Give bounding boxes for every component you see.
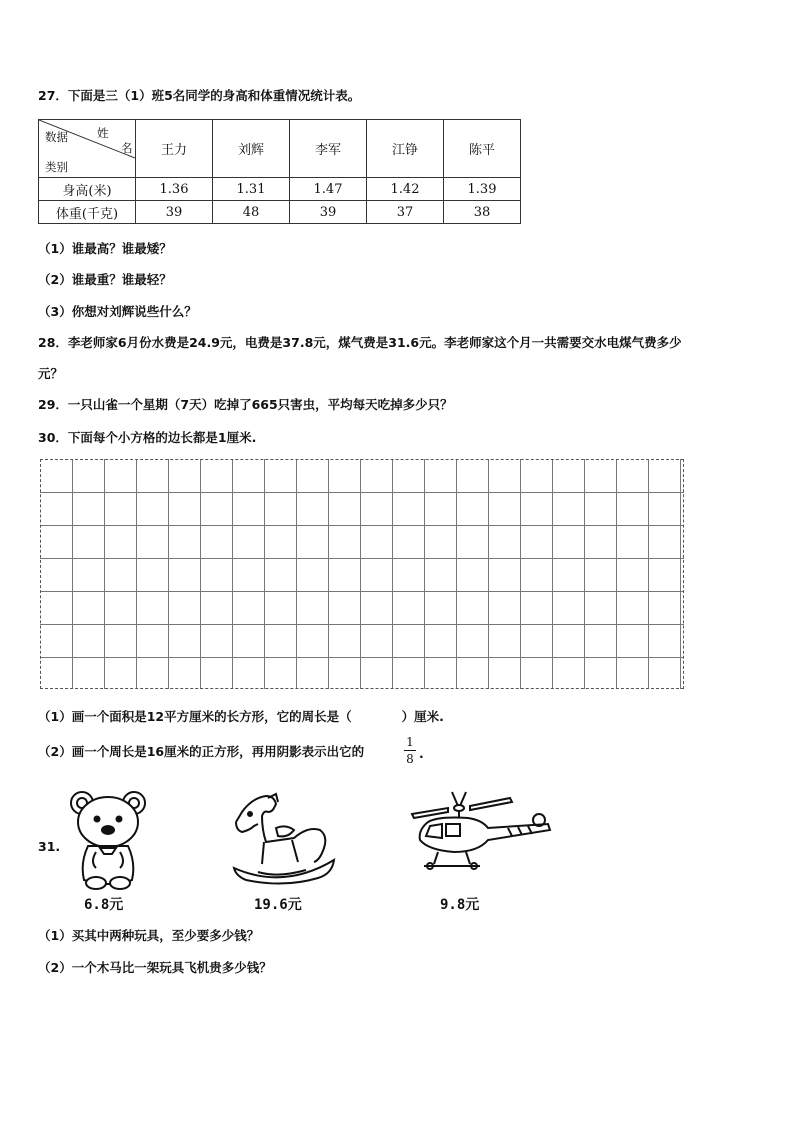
corner-label-top: 姓 bbox=[97, 126, 109, 140]
row-label: 体重(千克) bbox=[39, 201, 136, 224]
question-31-sub1: （1）买其中两种玩具，至少要多少钱？ bbox=[38, 928, 260, 943]
weight-value: 39 bbox=[136, 201, 213, 224]
height-value: 1.36 bbox=[136, 178, 213, 201]
name-cell: 陈平 bbox=[444, 120, 521, 178]
height-value: 1.42 bbox=[367, 178, 444, 201]
fraction-numerator: 1 bbox=[406, 735, 414, 749]
rocking-horse-price: 19.6元 bbox=[254, 897, 302, 913]
stats-table bbox=[38, 119, 521, 224]
corner-label-top2: 名 bbox=[121, 141, 133, 155]
question-29-text: 29．一只山雀一个星期（7天）吃掉了665只害虫，平均每天吃掉多少只？ bbox=[38, 397, 453, 412]
helicopter-icon bbox=[408, 788, 554, 878]
table-row bbox=[39, 201, 521, 224]
square-grid bbox=[40, 459, 684, 689]
question-27-sub3: （3）你想对刘辉说些什么？ bbox=[38, 304, 197, 319]
row-label: 身高(米) bbox=[39, 178, 136, 201]
fraction-bar bbox=[404, 750, 416, 751]
weight-value: 39 bbox=[290, 201, 367, 224]
question-30-title: 30．下面每个小方格的边长都是1厘米. bbox=[38, 430, 257, 445]
name-cell: 刘辉 bbox=[213, 120, 290, 178]
table-row bbox=[39, 178, 521, 201]
fraction-denominator: 8 bbox=[406, 752, 414, 766]
question-30-sub2-end: . bbox=[419, 746, 424, 761]
name-cell: 李军 bbox=[290, 120, 367, 178]
height-value: 1.47 bbox=[290, 178, 367, 201]
teddy-bear-price: 6.8元 bbox=[84, 897, 124, 913]
question-31-sub2: （2）一个木马比一架玩具飞机贵多少钱？ bbox=[38, 960, 272, 975]
corner-label-left: 数据 bbox=[45, 130, 68, 144]
question-30-sub2-text: （2）画一个周长是16厘米的正方形，再用阴影表示出它的 bbox=[38, 744, 365, 759]
name-cell: 江铮 bbox=[367, 120, 444, 178]
question-30-sub1: （1）画一个面积是12平方厘米的长方形，它的周长是（ ）厘米. bbox=[38, 709, 444, 724]
height-value: 1.39 bbox=[444, 178, 521, 201]
question-27-sub1: （1）谁最高？谁最矮？ bbox=[38, 241, 172, 256]
question-27-sub2: （2）谁最重？谁最轻？ bbox=[38, 272, 172, 287]
table-corner-cell bbox=[39, 120, 136, 178]
weight-value: 37 bbox=[367, 201, 444, 224]
question-28-line2: 元？ bbox=[38, 366, 64, 381]
question-30-sub2 bbox=[38, 742, 364, 760]
corner-label-bottom: 类别 bbox=[45, 160, 68, 174]
question-31-number: 31. bbox=[38, 839, 61, 854]
question-28-line1: 28．李老师家6月份水费是24.9元，电费是37.8元，煤气费是31.6元。李老师家这个月一共需要交水电煤气费多少 bbox=[38, 335, 682, 350]
question-27-title: 27．下面是三（1）班5名同学的身高和体重情况统计表。 bbox=[38, 88, 361, 103]
weight-value: 48 bbox=[213, 201, 290, 224]
rocking-horse-icon bbox=[228, 790, 338, 890]
teddy-bear-icon bbox=[68, 788, 150, 892]
height-value: 1.31 bbox=[213, 178, 290, 201]
name-cell: 王力 bbox=[136, 120, 213, 178]
fraction-one-eighth bbox=[404, 735, 416, 766]
weight-value: 38 bbox=[444, 201, 521, 224]
helicopter-price: 9.8元 bbox=[440, 897, 480, 913]
